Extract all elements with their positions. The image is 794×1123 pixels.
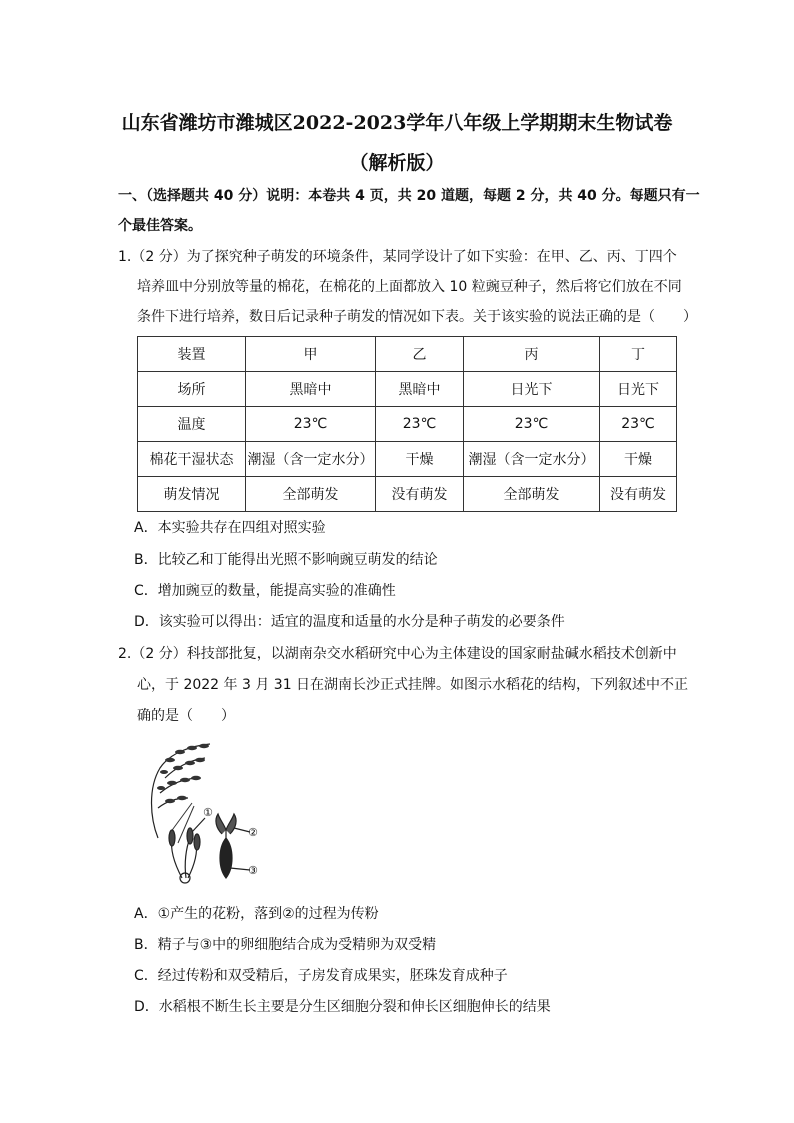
- table-cell: 丁: [600, 337, 677, 372]
- table-cell: 黑暗中: [376, 372, 464, 407]
- table-cell: 温度: [138, 407, 246, 442]
- table-cell: 23℃: [464, 407, 600, 442]
- section-heading-line2: 个最佳答案。: [118, 218, 202, 234]
- table-cell: 丙: [464, 337, 600, 372]
- figure-label-2: ②: [248, 826, 258, 839]
- table-cell: 萌发情况: [138, 477, 246, 512]
- table-cell: 装置: [138, 337, 246, 372]
- exam-title: 山东省潍坊市潍城区2022-2023学年八年级上学期期末生物试卷: [121, 112, 673, 134]
- table-cell: 潮湿（含一定水分）: [246, 442, 376, 477]
- figure-label-1: ①: [203, 806, 213, 819]
- q2-stem-line1: 2.（2 分）科技部批复，以湖南杂交水稻研究中心为主体建设的国家耐盐碱水稻技术创新中: [118, 646, 677, 662]
- q1-option-a: A．本实验共存在四组对照实验: [134, 520, 326, 536]
- table-cell: 日光下: [464, 372, 600, 407]
- q1-option-d: D．该实验可以得出：适宜的温度和适量的水分是种子萌发的必要条件: [134, 614, 565, 630]
- rice-flower-figure: [130, 738, 270, 888]
- q1-stem-line2: 培养皿中分别放等量的棉花，在棉花的上面都放入 10 粒豌豆种子，然后将它们放在不同: [137, 279, 682, 295]
- table-cell: 日光下: [600, 372, 677, 407]
- q2-stem-line3: 确的是（ ）: [137, 708, 235, 724]
- q2-option-c: C．经过传粉和双受精后，子房发育成果实，胚珠发育成种子: [134, 968, 508, 984]
- table-cell: 干燥: [376, 442, 464, 477]
- table-cell: 黑暗中: [246, 372, 376, 407]
- table-cell: 潮湿（含一定水分）: [464, 442, 600, 477]
- q2-option-d: D．水稻根不断生长主要是分生区细胞分裂和伸长区细胞伸长的结果: [134, 999, 551, 1015]
- q1-experiment-table: [137, 336, 677, 512]
- section-heading-line1: 一、（选择题共 40 分）说明：本卷共 4 页，共 20 道题，每题 2 分，共 40 分。每题只有一: [118, 188, 700, 204]
- table-cell: 全部萌发: [246, 477, 376, 512]
- table-row: [138, 442, 677, 477]
- rice-grain-icons: [157, 744, 209, 803]
- q1-stem-line3: 条件下进行培养，数日后记录种子萌发的情况如下表。关于该实验的说法正确的是（ ）: [137, 309, 697, 325]
- q2-option-b: B．精子与③中的卵细胞结合成为受精卵为双受精: [134, 937, 437, 953]
- q1-option-b: B．比较乙和丁能得出光照不影响豌豆萌发的结论: [134, 552, 438, 568]
- q2-option-a: A．①产生的花粉，落到②的过程为传粉: [134, 906, 379, 922]
- figure-label-3: ③: [248, 864, 258, 877]
- table-cell: 干燥: [600, 442, 677, 477]
- pistil-icon: [216, 814, 250, 878]
- table-cell: 23℃: [246, 407, 376, 442]
- table-cell: 没有萌发: [376, 477, 464, 512]
- q1-option-c: C．增加豌豆的数量，能提高实验的准确性: [134, 583, 396, 599]
- table-cell: 23℃: [376, 407, 464, 442]
- table-row: [138, 477, 677, 512]
- table-cell: 甲: [246, 337, 376, 372]
- table-cell: 全部萌发: [464, 477, 600, 512]
- table-cell: 23℃: [600, 407, 677, 442]
- table-cell: 棉花干湿状态: [138, 442, 246, 477]
- q2-stem-line2: 心，于 2022 年 3 月 31 日在湖南长沙正式挂牌。如图示水稻花的结构，下列叙述中不正: [137, 677, 689, 693]
- exam-subtitle: （解析版）: [349, 152, 445, 174]
- table-header-row: [138, 337, 677, 372]
- table-row: [138, 407, 677, 442]
- table-cell: 场所: [138, 372, 246, 407]
- table-cell: 乙: [376, 337, 464, 372]
- q1-stem-line1: 1.（2 分）为了探究种子萌发的环境条件，某同学设计了如下实验：在甲、乙、丙、丁四个: [118, 249, 677, 265]
- table-cell: 没有萌发: [600, 477, 677, 512]
- table-row: [138, 372, 677, 407]
